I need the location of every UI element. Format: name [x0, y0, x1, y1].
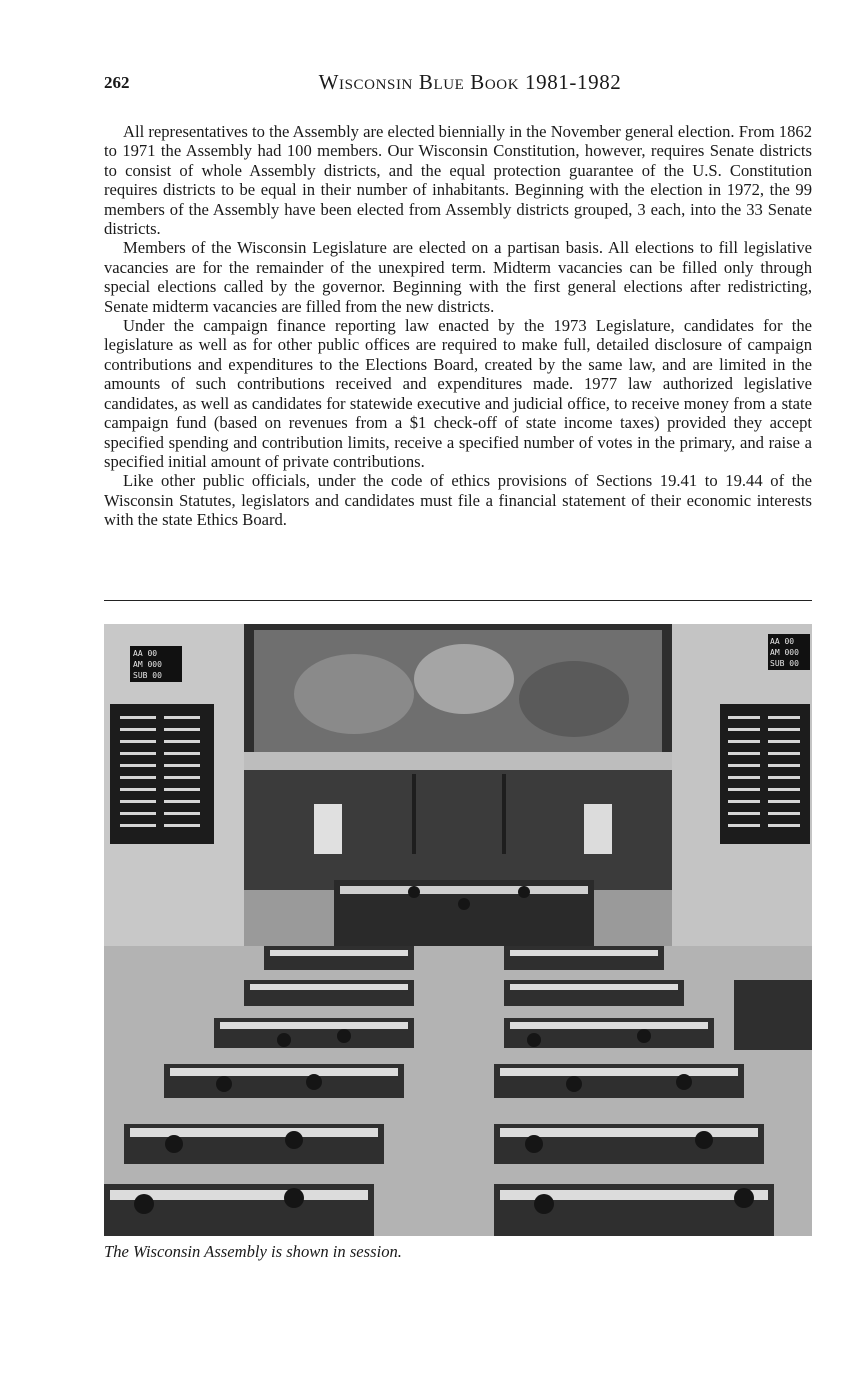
vote-board-left — [110, 704, 214, 844]
left-board-line: AM 000 — [133, 660, 162, 669]
right-board-line: AA 00 — [770, 637, 795, 646]
page-number: 262 — [104, 73, 130, 92]
paragraph: Members of the Wisconsin Legislature are elected on a partisan basis. All elections to fill legislative vacancies are for the remainder of the unexpired term. Midterm vacancies can be filled only through special elections called by the governor. Beginning with the first general elections after redistricting, Senate midterm vacancies are filled from the new districts. — [104, 238, 812, 316]
paragraph: Under the campaign finance reporting law enacted by the 1973 Legislature, candidates for the legislature as well as for other public offices are required to make full, detailed disclosure of campaign contributions and expenditures to the Elections Board, created by the same law, and are limited in the amounts of such contributions received and expenditures made. 1977 law authorized legislative candidates, as well as candidates for statewide executive and judicial office, to receive money from a state campaign fund (based on revenues from a $1 check-off of state income taxes) provided they accept specified spending and contribution limits, receive a specified number of votes in the primary, and raise a specified initial amount of private contributions. — [104, 316, 812, 471]
left-board-line: AA 00 — [133, 649, 158, 658]
right-board-line: SUB 00 — [770, 659, 799, 668]
running-head: Wisconsin Blue Book 1981-1982 — [318, 70, 622, 94]
body-text — [104, 122, 812, 530]
assembly-chamber-photo — [104, 624, 812, 1236]
left-board-line: SUB 00 — [133, 671, 162, 680]
right-board-line: AM 000 — [770, 648, 799, 657]
horizontal-rule — [104, 600, 812, 601]
photo-caption: The Wisconsin Assembly is shown in session. — [104, 1242, 402, 1261]
vote-board-right — [720, 704, 810, 844]
paragraph: Like other public officials, under the code of ethics provisions of Sections 19.41 to 19.44 of the Wisconsin Statutes, legislators and candidates must file a financial statement of their economic interests with the state Ethics Board. — [104, 471, 812, 530]
paragraph: All representatives to the Assembly are elected biennially in the November general election. From 1862 to 1971 the Assembly had 100 members. Our Wisconsin Constitution, however, requires Senate districts to consist of whole Assembly districts, and the equal protection guarantee of the U.S. Constitution requires districts to be equal in their number of inhabitants. Beginning with the election in 1972, the 99 members of the Assembly have been elected from Assembly districts grouped, 3 each, into the 33 Senate districts. — [104, 122, 812, 239]
